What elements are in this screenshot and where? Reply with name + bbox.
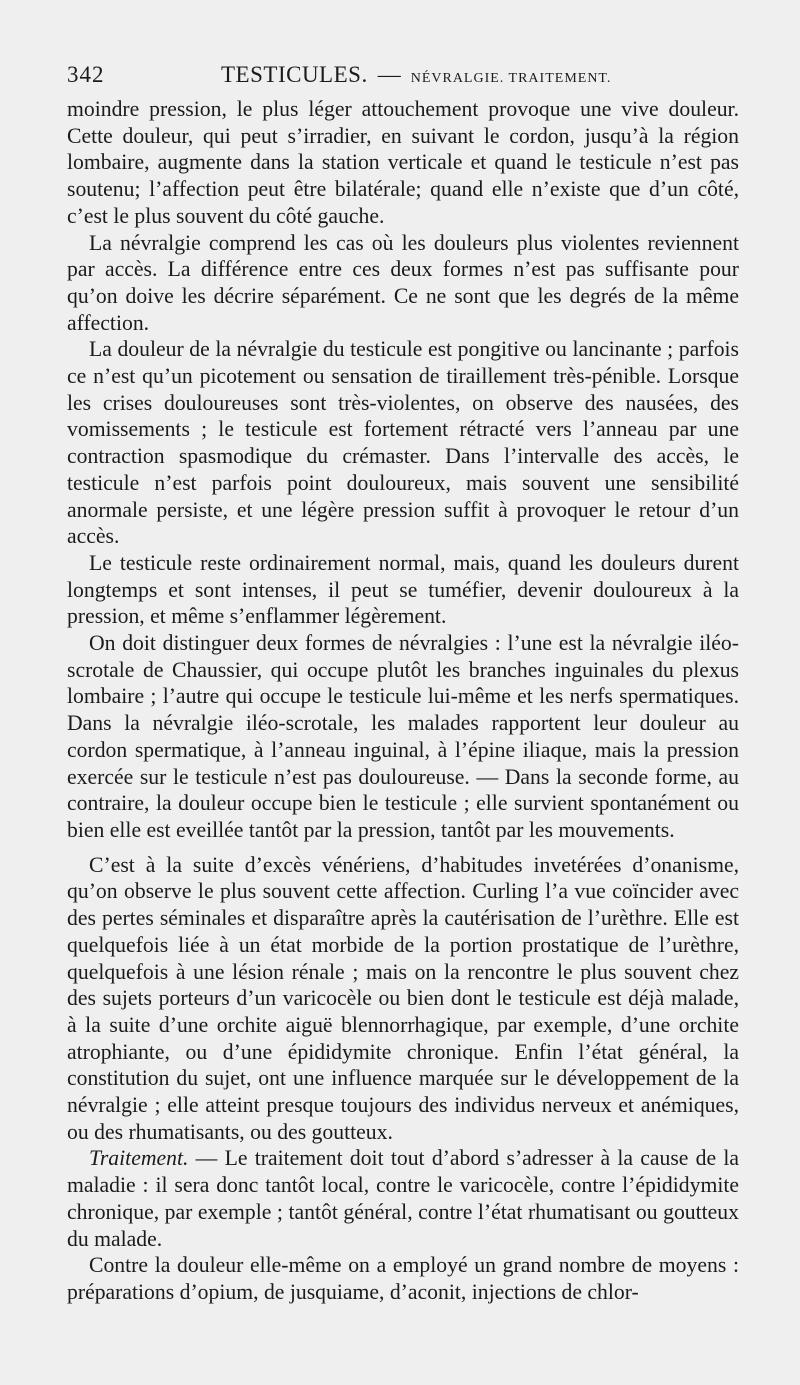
paragraph-continuation: moindre pression, le plus léger attouchement provoque une vive douleur. Cette douleur, qui peut s’irradier, en suivant le cordon, jusqu’à la région lombaire, augmente dans la station verticale et quand le testicule n’est pas soutenu; l’affection peut être bilatérale; quand elle n’existe que d’un côté, c’est le plus souvent du côté gauche. [67,97,739,228]
paragraph-testicule-etat: Le testicule reste ordinairement normal, mais, quand les douleurs durent longtemps et sont intenses, il peut se tuméfier, devenir douloureux à la pression, et même s’enflammer légèrement. [67,550,739,629]
treatment-heading: Traitement. [89,1146,189,1171]
page-number: 342 [67,62,105,87]
paragraph-traitement [67,1145,739,1252]
running-head-dash: — [377,62,401,87]
paragraph-moyens: Contre la douleur elle-même on a employé un grand nombre de moyens : préparations d’opium, de jusquiame, d’aconit, injections de chlor- [67,1253,739,1304]
treatment-text: — Le traitement doit tout d’abord s’adresser à la cause de la maladie : il sera donc tantôt local, contre le varicocèle, contre l’épididymite chronique, par exemple ; tantôt général, contre l’état rhumatisant ou goutteux du malade. [67,1146,739,1251]
paragraph-causes: C’est à la suite d’excès vénériens, d’habitudes invetérées d’onanisme, qu’on observe le plus souvent cette affection. Curling l’a vue coïncider avec des pertes séminales et disparaître après la cautérisation de l’urèthre. Elle est quelquefois liée à un état morbide de la portion prostatique de l’urèthre, quelquefois à une lésion rénale ; mais on la rencontre le plus souvent chez des sujets porteurs d’un varicocèle ou bien dont le testicule est déjà malade, à la suite d’une orchite aiguë blennorrhagique, par exemple, d’une orchite atrophiante, ou d’une épididymite chronique. Enfin l’état général, la constitution du sujet, ont une influence marquée sur le développement de la névralgie ; elle atteint presque toujours des individus nerveux et anémiques, ou des rhumatisants, ou des goutteux. [67,852,739,1144]
paragraph-deux-formes: On doit distinguer deux formes de névralgies : l’une est la névralgie iléo-scrotale de Chaussier, qui occupe plutôt les branches inguinales du plexus lombaire ; l’autre qui occupe le testicule lui-même et les nerfs spermatiques. Dans la névralgie iléo-scrotale, les malades rapportent leur douleur au cordon spermatique, à l’anneau inguinal, à l’épine iliaque, mais la pression exercée sur le testicule n’est pas douloureuse. — Dans la seconde forme, au contraire, la douleur occupe bien le testicule ; elle survient spontanément ou bien elle est eveillée tantôt par la pression, tantôt par les mouvements. [67,631,739,842]
body-text [67,96,739,1306]
paragraph-nevralgie-definition: La névralgie comprend les cas où les douleurs plus violentes reviennent par accès. La différence entre ces deux formes n’est pas suffisante pour qu’on doive les décrire séparément. Ce ne sont que les degrés de la même affection. [67,230,739,335]
page-header [67,58,734,92]
running-head-title: TESTICULES. [221,62,368,87]
running-head [221,58,611,96]
paragraph-douleur: La douleur de la névralgie du testicule est pongitive ou lancinante ; parfois ce n’est qu’un picotement ou sensation de tiraillement très-pénible. Lorsque les crises douloureuses sont très-violentes, on observe des nausées, des vomissements ; le testicule est fortement rétracté vers l’anneau par une contraction spasmodique du crémaster. Dans l’intervalle des accès, le testicule n’est parfois point douloureux, mais souvent une sensibilité anormale persiste, et une légère pression suffit à provoquer le retour d’un accès. [67,337,739,549]
running-head-subtitle: NÉVRALGIE. TRAITEMENT. [410,71,612,86]
